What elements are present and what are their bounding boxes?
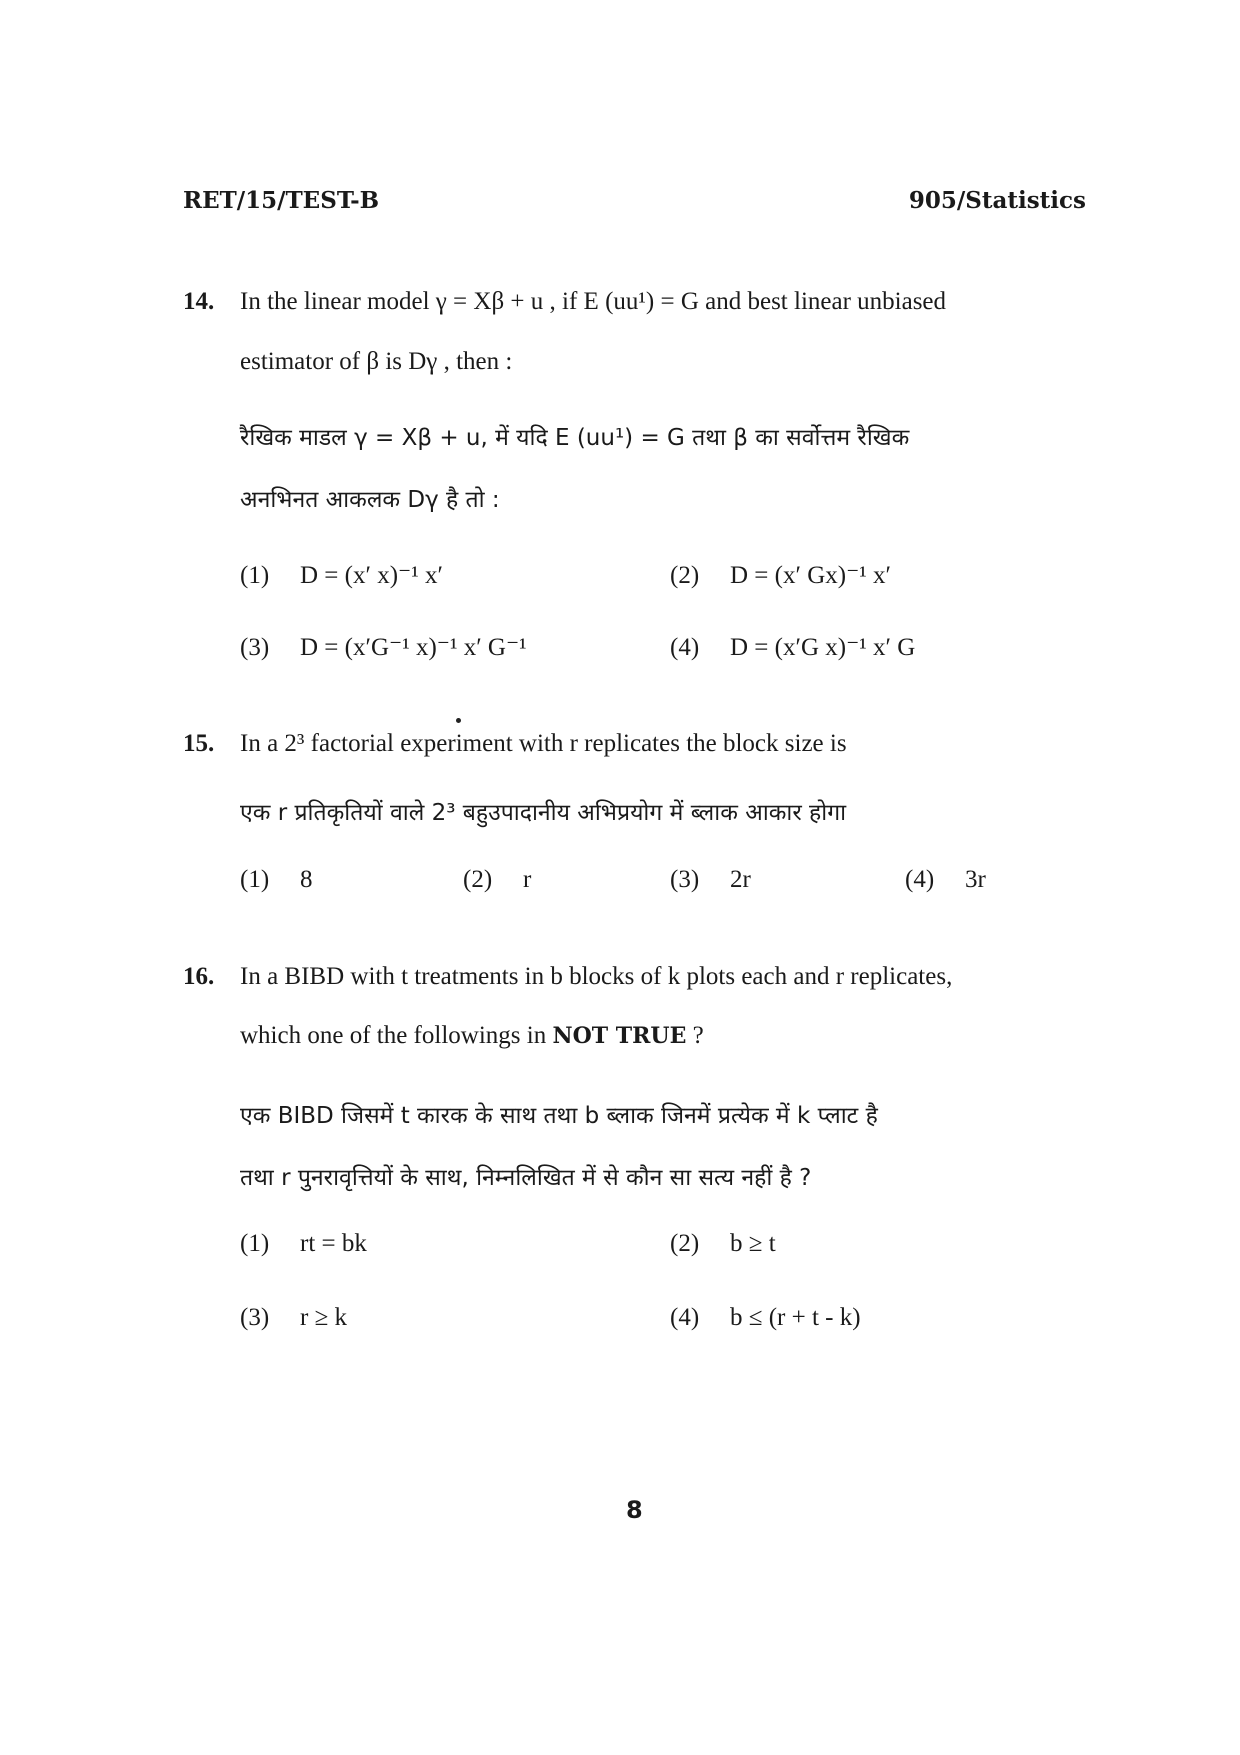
option-number: (1) (240, 1230, 270, 1257)
question-14-option-2 (670, 560, 891, 590)
header-paper-code: RET/15/TEST-B (183, 187, 380, 214)
question-14-number: 14. (183, 288, 215, 315)
question-16-option-3 (240, 1304, 347, 1332)
stray-mark (456, 718, 461, 723)
question-14-option-3 (240, 632, 527, 662)
option-number: (3) (240, 1304, 270, 1331)
question-16-number: 16. (183, 963, 215, 990)
option-number: (4) (670, 1304, 700, 1331)
option-text: b ≥ t (730, 1230, 776, 1257)
question-14-option-4 (670, 632, 915, 662)
question-15-option-3 (670, 866, 751, 894)
option-text: D = (x′ x)⁻¹ x′ (300, 562, 443, 589)
header-subject: 905/Statistics (908, 187, 1086, 214)
option-number: (4) (670, 634, 700, 661)
option-text: rt = bk (300, 1230, 367, 1257)
question-14-text-line-2: estimator of β is Dγ , then : (240, 348, 513, 375)
question-14-hindi-line-1: रैखिक माडल γ = Xβ + u, में यदि E (uu¹) = G तथा β का सर्वोत्तम रैखिक (240, 425, 910, 451)
question-16-text-line-2 (240, 1022, 704, 1050)
question-16-not-true: NOT TRUE (552, 1023, 687, 1049)
option-text: r (523, 866, 532, 893)
question-14-text-line-1: In the linear model γ = Xβ + u , if E (uu¹) = G and best linear unbiased (240, 288, 947, 315)
question-16-hindi-line-1: एक BIBD जिसमें t कारक के साथ तथा b ब्लाक जिनमें प्रत्येक में k प्लाट है (240, 1103, 878, 1129)
question-15-option-2 (463, 866, 531, 894)
option-text: r ≥ k (300, 1304, 348, 1331)
option-number: (2) (670, 1230, 700, 1257)
option-number: (1) (240, 562, 270, 589)
question-16-text-line-2-end: ? (686, 1022, 704, 1049)
option-text: b ≤ (r + t - k) (730, 1304, 861, 1331)
question-16-text-line-2-start: which one of the followings in (240, 1022, 553, 1049)
option-number: (2) (463, 866, 493, 893)
option-number: (4) (905, 866, 935, 893)
question-15-text-line-1: In a 2³ factorial experiment with r replicates the block size is (240, 730, 847, 757)
question-15-hindi-line-1: एक r प्रतिकृतियों वाले 2³ बहुउपादानीय अभिप्रयोग में ब्लाक आकार होगा (240, 800, 847, 826)
option-text: D = (x′ Gx)⁻¹ x′ (730, 562, 891, 589)
question-16-option-4 (670, 1304, 861, 1332)
option-number: (3) (240, 634, 270, 661)
question-16-option-2 (670, 1230, 776, 1258)
page-number: 8 (626, 1496, 643, 1524)
question-16-text-line-1: In a BIBD with t treatments in b blocks of k plots each and r replicates, (240, 963, 953, 990)
question-16-option-1 (240, 1230, 367, 1258)
question-15-number: 15. (183, 730, 215, 757)
question-14-option-1 (240, 560, 443, 590)
question-16-hindi-line-2: तथा r पुनरावृत्तियों के साथ, निम्नलिखित में से कौन सा सत्य नहीं है ? (240, 1165, 812, 1191)
question-15-option-4 (905, 866, 986, 894)
option-number: (1) (240, 866, 270, 893)
option-text: D = (x′G⁻¹ x)⁻¹ x′ G⁻¹ (300, 634, 527, 661)
option-text: 3r (965, 866, 986, 893)
option-text: 8 (300, 866, 313, 893)
option-number: (2) (670, 562, 700, 589)
option-number: (3) (670, 866, 700, 893)
option-text: 2r (730, 866, 751, 893)
question-15-option-1 (240, 866, 313, 894)
option-text: D = (x′G x)⁻¹ x′ G (730, 634, 916, 661)
question-14-hindi-line-2: अनभिनत आकलक Dγ है तो : (240, 487, 500, 513)
